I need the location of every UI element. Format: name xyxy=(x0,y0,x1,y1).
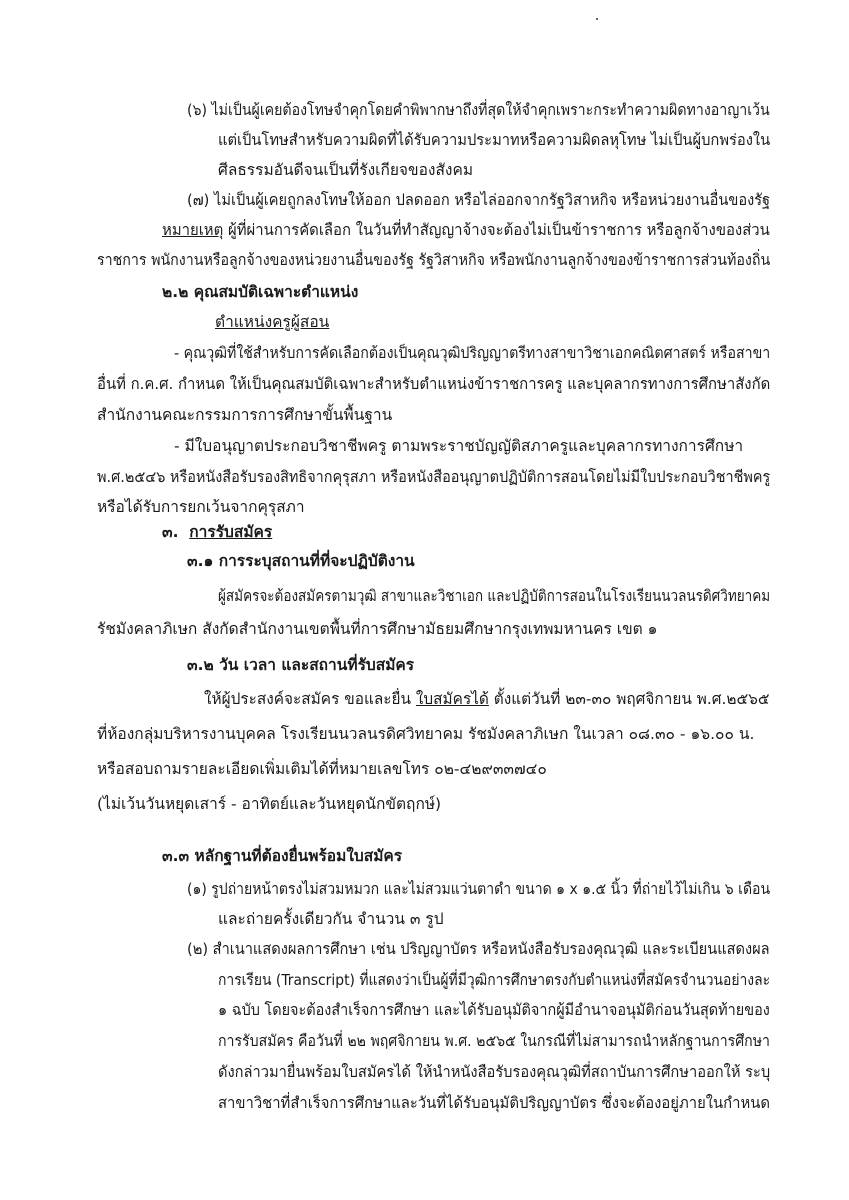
section-3-1-line-2: รัชมังคลาภิเษก สังกัดสำนักงานเขตพื้นที่การศึกษามัธยมศึกษากรุงเทพมหานคร เขต ๑ xyxy=(97,620,658,638)
note-text: ผู้ที่ผ่านการคัดเลือก ในวันที่ทำสัญญาจ้างจะต้องไม่เป็นข้าราชการ หรือลูกจ้างของส่วน xyxy=(223,221,770,239)
section-3-3-item2-line-1: (๒) สำเนาแสดงผลการศึกษา เช่น ปริญญาบัตร หรือหนังสือรับรองคุณวุฒิ และระเบียนแสดงผล xyxy=(187,940,770,958)
application-form-link-text: ใบสมัครได้ xyxy=(415,690,489,708)
section-3-2-line-3: หรือสอบถามรายละเอียดเพิ่มเติมได้ที่หมายเลขโทร ๐๒-๔๒๙๓๓๗๔๐ xyxy=(97,760,547,778)
section-3-3-item1-line-1: (๑) รูปถ่ายหน้าตรงไม่สวมหมวก และไม่สวมแว่นตาดำ ขนาด ๑ x ๑.๕ นิ้ว ที่ถ่ายไว้ไม่เกิน ๖ เดือน xyxy=(187,880,771,898)
section-2-2-p1-line-2: อื่นที่ ก.ค.ศ. กำหนด ให้เป็นคุณสมบัติเฉพาะสำหรับตำแหน่งข้าราชการครู และบุคลากรทางการศึกษาสังกัด xyxy=(97,375,771,393)
section-3-1-title: ๓.๑ การระบุสถานที่ที่จะปฏิบัติงาน xyxy=(187,552,415,570)
section-2-2-p2-line-3: หรือได้รับการยกเว้นจากคุรุสภา xyxy=(97,498,305,516)
section-3-3-item2-line-3: ๑ ฉบับ โดยจะต้องสำเร็จการศึกษา และได้รับอนุมัติจากผู้มีอำนาจอนุมัติก่อนวันสุดท้ายของ xyxy=(218,1001,770,1019)
item7-line-1: (๗) ไม่เป็นผู้เคยถูกลงโทษให้ออก ปลดออก หรือไล่ออกจากรัฐวิสาหกิจ หรือหน่วยงานอื่นของรัฐ xyxy=(187,191,771,209)
section-2-2-p2-line-1: - มีใบอนุญาตประกอบวิชาชีพครู ตามพระราชบัญญัติสภาครูและบุคลากรทางการศึกษา xyxy=(174,437,744,455)
section-3-3-item2-line-6: สาขาวิชาที่สำเร็จการศึกษาและวันที่ได้รับอนุมัติปริญญาบัตร ซึ่งจะต้องอยู่ภายในกำหนด xyxy=(218,1094,771,1112)
item6-line-2: แต่เป็นโทษสำหรับความผิดที่ได้รับความประมาทหรือความผิดลหุโทษ ไม่เป็นผู้บกพร่องใน xyxy=(218,131,771,149)
section-3-3-item2-line-2: การเรียน (Transcript) ที่แสดงว่าเป็นผู้ที่มีวุฒิการศึกษาตรงกับตำแหน่งที่สมัครจำนวนอย่างละ xyxy=(218,971,771,989)
section-3-2-line-1-b: ตั้งแต่วันที่ ๒๓-๓๐ พฤศจิกายน พ.ศ.๒๕๖๕ xyxy=(488,690,770,708)
item6-line-3: ศีลธรรมอันดีจนเป็นที่รังเกียจของสังคม xyxy=(218,161,474,179)
item6-line-1: (๖) ไม่เป็นผู้เคยต้องโทษจำคุกโดยคำพิพากษาถึงที่สุดให้จำคุกเพราะกระทำความผิดทางอาญาเว้น xyxy=(187,101,770,119)
section-3-number: ๓. xyxy=(162,523,179,541)
section-3-title: การรับสมัคร xyxy=(189,523,273,541)
section-3-2-line-4: (ไม่เว้นวันหยุดเสาร์ - อาทิตย์และวันหยุดนักขัตฤกษ์) xyxy=(97,795,442,813)
section-3-2-line-1-a: ให้ผู้ประสงค์จะสมัคร ขอและยื่น xyxy=(204,690,416,708)
note-line-1 xyxy=(162,220,770,240)
section-3-2-line-2: ที่ห้องกลุ่มบริหารงานบุคคล โรงเรียนนวลนรดิศวิทยาคม รัชมังคลาภิเษก ในเวลา ๐๘.๓๐ - ๑๖.๐๐ น. xyxy=(97,725,755,743)
section-2-2-p1-line-3: สำนักงานคณะกรรมการการศึกษาขั้นพื้นฐาน xyxy=(97,406,393,424)
scan-speck xyxy=(596,18,598,20)
section-3-3-item2-line-5: ดังกล่าวมายื่นพร้อมใบสมัครได้ ให้นำหนังสือรับรองคุณวุฒิที่สถาบันการศึกษาออกให้ ระบุ xyxy=(218,1063,771,1081)
section-2-2-p1-line-1: - คุณวุฒิที่ใช้สำหรับการคัดเลือกต้องเป็นคุณวุฒิปริญญาตรีทางสาขาวิชาเอกคณิตศาสตร์ หรือสาขา xyxy=(174,344,771,362)
section-3-3-item2-line-4: การรับสมัคร คือวันที่ ๒๒ พฤศจิกายน พ.ศ. ๒๕๖๕ ในกรณีที่ไม่สามารถนำหลักฐานการศึกษา xyxy=(218,1032,770,1050)
section-3-1-line-1: ผู้สมัครจะต้องสมัครตามวุฒิ สาขาและวิชาเอก และปฏิบัติการสอนในโรงเรียนนวลนรดิศวิทยาคม xyxy=(218,587,771,605)
section-3-2-line-1 xyxy=(204,689,770,709)
section-2-2-p2-line-2: พ.ศ.๒๕๔๖ หรือหนังสือรับรองสิทธิจากคุรุสภา หรือหนังสืออนุญาตปฏิบัติการสอนโดยไม่มีใบประกอบวิชาชีพครู xyxy=(97,468,771,486)
note-label: หมายเหตุ xyxy=(162,221,224,239)
section-3-heading xyxy=(162,522,272,542)
section-3-3-item1-line-2: และถ่ายครั้งเดียวกัน จำนวน ๓ รูป xyxy=(218,910,444,928)
section-2-2-title: ๒.๒ คุณสมบัติเฉพาะตำแหน่ง xyxy=(162,283,359,301)
section-3-2-title: ๓.๒ วัน เวลา และสถานที่รับสมัคร xyxy=(187,656,415,674)
section-3-3-title: ๓.๓ หลักฐานที่ต้องยื่นพร้อมใบสมัคร xyxy=(162,847,403,865)
note-line-2: ราชการ พนักงานหรือลูกจ้างของหน่วยงานอื่นของรัฐ รัฐวิสาหกิจ หรือพนักงานลูกจ้างของข้าราชการส่วนท้องถิ่น xyxy=(97,251,771,269)
section-2-2-subtitle: ตำแหน่งครูผู้สอน xyxy=(215,313,330,331)
